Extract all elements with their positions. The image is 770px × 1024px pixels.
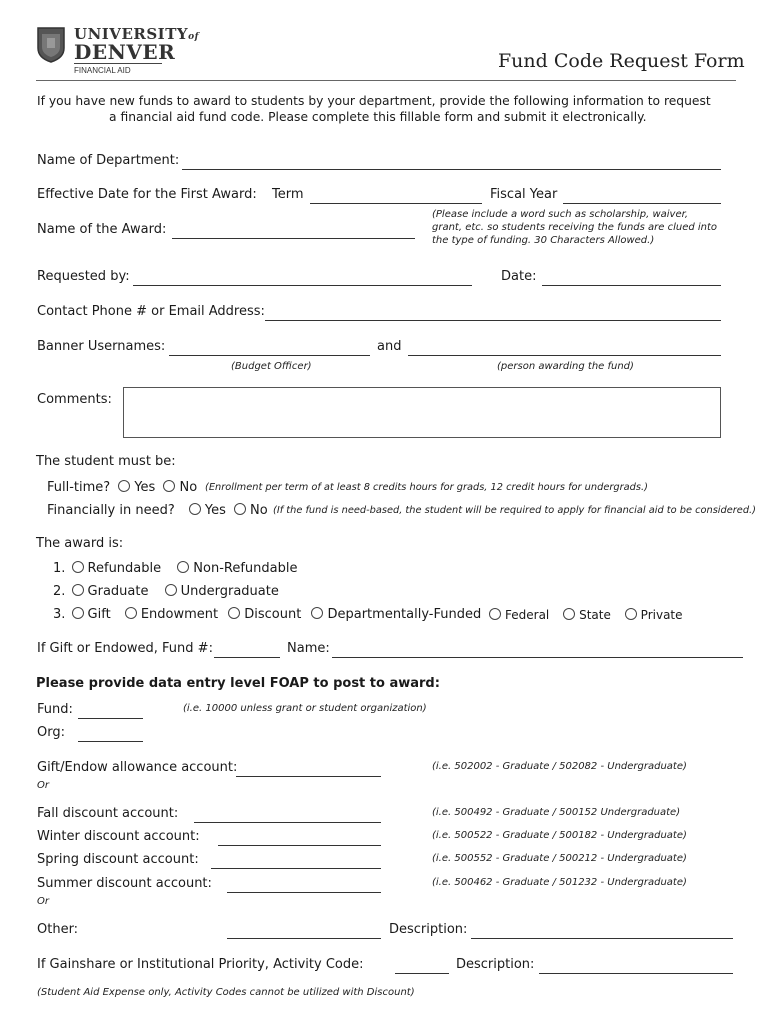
logo-financial-aid: FINANCIAL AID <box>74 66 131 75</box>
org-label: Org: <box>37 725 65 740</box>
banner-label: Banner Usernames: <box>37 339 166 354</box>
requested-by-input[interactable] <box>133 271 472 286</box>
gift-fund-label: If Gift or Endowed, Fund #: <box>37 641 213 656</box>
fund-label: Fund: <box>37 702 73 717</box>
footer-note: (Student Aid Expense only, Activity Codes cannot be utilized with Discount) <box>37 987 415 998</box>
person-awarding-input[interactable] <box>408 341 721 356</box>
org-input[interactable] <box>78 727 143 742</box>
radio-icon <box>177 561 189 573</box>
need-row <box>47 503 268 518</box>
award-name-label: Name of the Award: <box>37 222 167 237</box>
university-logo <box>36 24 199 80</box>
fulltime-row <box>47 480 197 495</box>
radio-icon <box>165 584 177 596</box>
gift-endow-note: (i.e. 502002 - Graduate / 502082 - Undergraduate) <box>432 761 687 772</box>
radio-icon <box>72 561 84 573</box>
award-row-1: 1. Refundable Non-Refundable <box>53 561 298 576</box>
gainshare-description-input[interactable] <box>539 959 733 974</box>
radio-icon <box>189 503 201 515</box>
comments-label: Comments: <box>37 392 112 407</box>
radio-icon <box>228 607 240 619</box>
funding-source-row <box>489 608 683 622</box>
refundable-radio[interactable]: Refundable <box>72 561 162 576</box>
need-no-radio[interactable]: No <box>234 503 268 518</box>
discount-radio[interactable]: Discount <box>228 607 301 622</box>
spring-label: Spring discount account: <box>37 852 199 867</box>
undergraduate-radio[interactable]: Undergraduate <box>165 584 279 599</box>
spring-note: (i.e. 500552 - Graduate / 500212 - Undergraduate) <box>432 853 687 864</box>
radio-icon <box>234 503 246 515</box>
need-yes-radio[interactable]: Yes <box>189 503 226 518</box>
term-label: Term <box>272 187 304 202</box>
activity-code-input[interactable] <box>395 959 449 974</box>
radio-icon <box>163 480 175 492</box>
gainshare-label: If Gainshare or Institutional Priority, Activity Code: <box>37 957 364 972</box>
award-name-input[interactable] <box>172 224 415 239</box>
award-row-2: 2. Graduate Undergraduate <box>53 584 279 599</box>
summer-input[interactable] <box>227 878 381 893</box>
award-note-2: grant, etc. so students receiving the funds are clued into <box>432 222 718 233</box>
effective-date-label: Effective Date for the First Award: <box>37 187 257 202</box>
radio-icon <box>72 584 84 596</box>
graduate-radio[interactable]: Graduate <box>72 584 149 599</box>
other-input[interactable] <box>227 924 381 939</box>
logo-denver: DENVER <box>74 40 176 64</box>
radio-icon <box>118 480 130 492</box>
department-label: Name of Department: <box>37 153 180 168</box>
or-label-1: Or <box>37 780 49 791</box>
fall-input[interactable] <box>194 808 381 823</box>
fulltime-note: (Enrollment per term of at least 8 credits hours for grads, 12 credit hours for undergrads.) <box>205 482 648 493</box>
fund-note: (i.e. 10000 unless grant or student organization) <box>183 703 427 714</box>
gift-name-label: Name: <box>287 641 330 656</box>
intro-line-2: a financial aid fund code. Please complete this fillable form and submit it electronically. <box>109 110 647 124</box>
state-radio[interactable]: State <box>563 608 611 622</box>
award-note-3: the type of funding. 30 Characters Allowed.) <box>432 235 655 246</box>
page-title: Fund Code Request Form <box>498 50 745 72</box>
fall-note: (i.e. 500492 - Graduate / 500152 Undergraduate) <box>432 807 681 818</box>
fiscal-year-input[interactable] <box>563 189 721 204</box>
radio-icon <box>125 607 137 619</box>
winter-input[interactable] <box>218 831 381 846</box>
fulltime-no-radio[interactable]: No <box>163 480 197 495</box>
person-awarding-caption: (person awarding the fund) <box>497 361 634 372</box>
title-rule <box>36 80 736 81</box>
spring-input[interactable] <box>211 854 381 869</box>
date-label: Date: <box>501 269 537 284</box>
logo-university: UNIVERSITY <box>74 25 189 43</box>
need-note: (If the fund is need-based, the student will be required to apply for financial aid to be considered.) <box>273 505 756 516</box>
fund-input[interactable] <box>78 704 143 719</box>
award-row-3: 3. Gift Endowment Discount Departmentally-Funded <box>53 607 482 622</box>
departmentally-funded-radio[interactable]: Departmentally-Funded <box>311 607 481 622</box>
foap-heading: Please provide data entry level FOAP to post to award: <box>36 676 440 691</box>
gift-name-input[interactable] <box>332 643 743 658</box>
budget-officer-caption: (Budget Officer) <box>231 361 312 372</box>
requested-by-label: Requested by: <box>37 269 130 284</box>
summer-note: (i.e. 500462 - Graduate / 501232 - Undergraduate) <box>432 877 687 888</box>
award-heading: The award is: <box>36 536 124 551</box>
endowment-radio[interactable]: Endowment <box>125 607 218 622</box>
comments-textarea[interactable] <box>123 387 721 438</box>
gift-fund-input[interactable] <box>214 643 280 658</box>
contact-input[interactable] <box>265 306 721 321</box>
contact-label: Contact Phone # or Email Address: <box>37 304 265 319</box>
term-input[interactable] <box>310 189 482 204</box>
need-label: Financially in need? <box>47 503 175 518</box>
private-radio[interactable]: Private <box>625 608 683 622</box>
winter-label: Winter discount account: <box>37 829 200 844</box>
other-label: Other: <box>37 922 79 937</box>
fulltime-yes-radio[interactable]: Yes <box>118 480 155 495</box>
other-description-label: Description: <box>389 922 468 937</box>
fiscal-year-label: Fiscal Year <box>490 187 558 202</box>
nonrefundable-radio[interactable]: Non-Refundable <box>177 561 297 576</box>
gift-endow-input[interactable] <box>236 762 381 777</box>
fall-label: Fall discount account: <box>37 806 179 821</box>
winter-note: (i.e. 500522 - Graduate / 500182 - Undergraduate) <box>432 830 687 841</box>
intro-line-1: If you have new funds to award to students by your department, provide the following information to request <box>37 94 711 108</box>
shield-icon <box>36 26 66 64</box>
logo-rule <box>74 63 162 64</box>
radio-icon <box>625 608 637 620</box>
fulltime-label: Full-time? <box>47 480 111 495</box>
other-description-input[interactable] <box>471 924 733 939</box>
summer-label: Summer discount account: <box>37 876 212 891</box>
date-input[interactable] <box>542 271 721 286</box>
award-note-1: (Please include a word such as scholarship, waiver, <box>432 209 689 220</box>
federal-radio[interactable]: Federal <box>489 608 549 622</box>
radio-icon <box>489 608 501 620</box>
logo-of: of <box>188 32 199 42</box>
or-label-2: Or <box>37 896 49 907</box>
student-heading: The student must be: <box>36 454 176 469</box>
gift-radio[interactable]: Gift <box>72 607 111 622</box>
department-input[interactable] <box>182 155 721 170</box>
and-label: and <box>377 339 402 354</box>
radio-icon <box>563 608 575 620</box>
radio-icon <box>311 607 323 619</box>
budget-officer-input[interactable] <box>169 341 370 356</box>
gift-endow-label: Gift/Endow allowance account: <box>37 760 238 775</box>
gainshare-description-label: Description: <box>456 957 535 972</box>
radio-icon <box>72 607 84 619</box>
